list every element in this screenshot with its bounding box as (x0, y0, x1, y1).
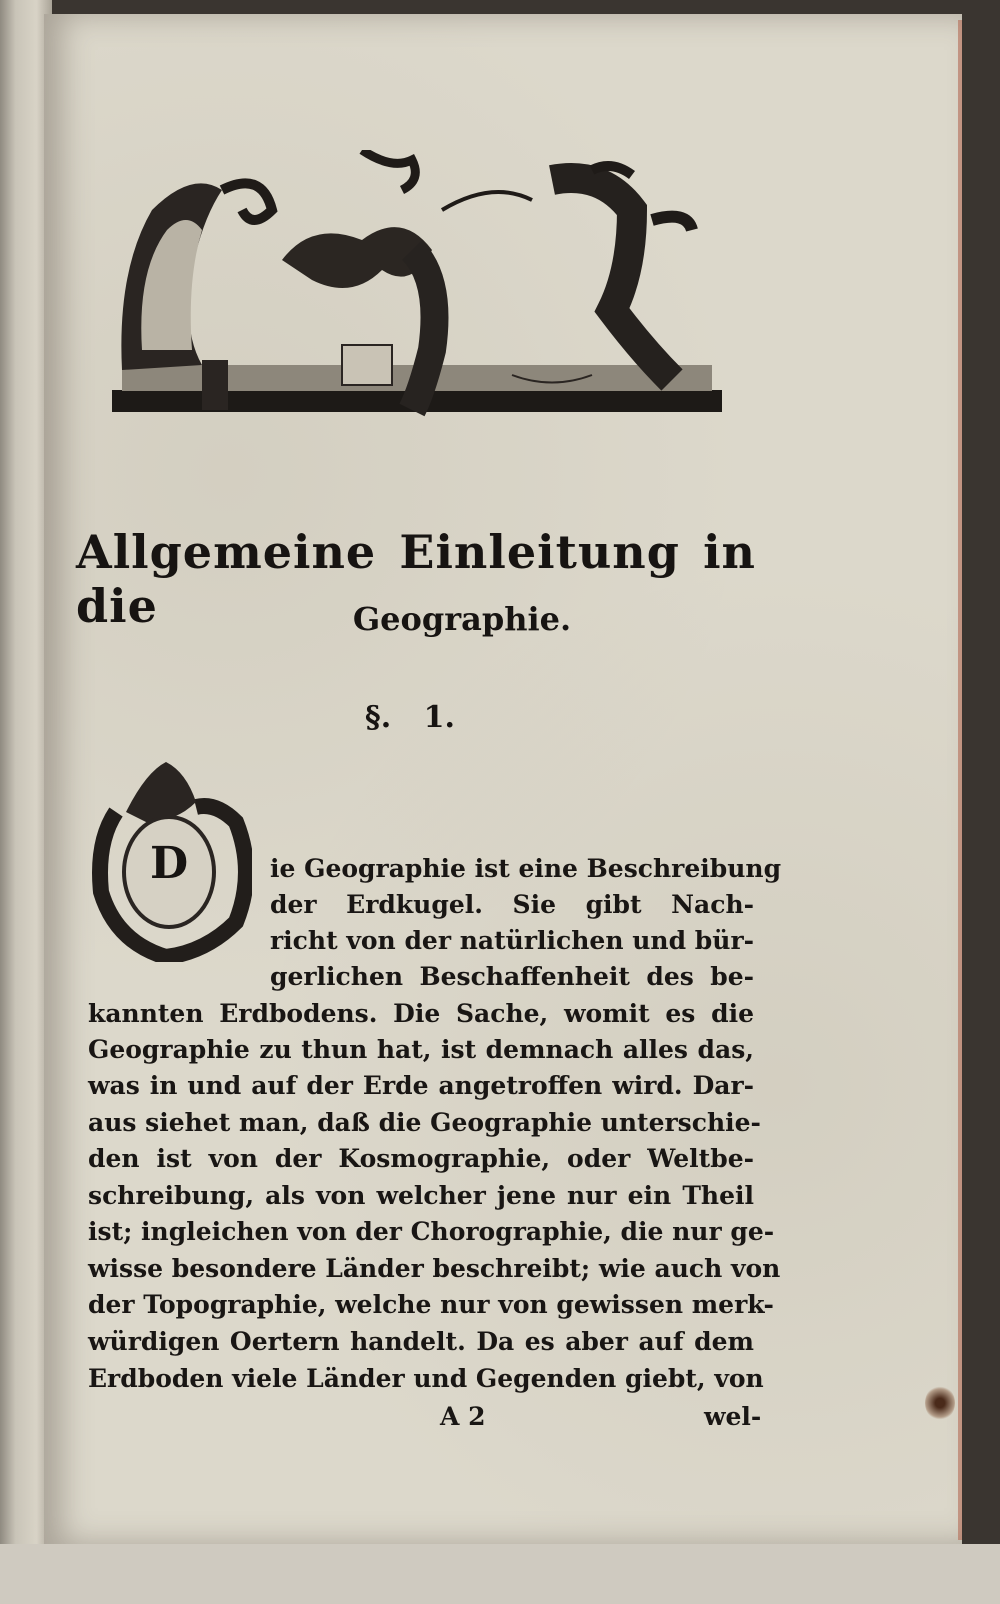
page-edge (958, 20, 962, 1540)
text-line: Geographie zu thun hat, ist demnach alles das, (88, 1035, 754, 1064)
drop-cap-letter: D (150, 838, 189, 889)
text-line: würdigen Oertern handelt. Da es aber auf dem (88, 1327, 754, 1356)
text-line: richt von der natürlichen und bür- (270, 926, 754, 955)
ink-stain (925, 1385, 955, 1421)
text-line: ie Geographie ist eine Beschreibung (270, 854, 782, 883)
background-surface (0, 1544, 1000, 1604)
text-line: der Erdkugel. Sie gibt Nach- (270, 890, 754, 919)
text-line: Erdboden viele Länder und Gegenden giebt, von (88, 1364, 764, 1393)
text-line: gerlichen Beschaffenheit des be- (270, 962, 754, 991)
chapter-title: Allgemeine Einleitung in die (76, 525, 756, 633)
text-line: kannten Erdbodens. Die Sache, womit es die (88, 999, 754, 1028)
catchword: wel- (704, 1402, 762, 1431)
text-line: aus siehet man, daß die Geographie unterschie- (88, 1108, 761, 1137)
text-line: den ist von der Kosmographie, oder Weltbe- (88, 1144, 754, 1173)
text-line: schreibung, als von welcher jene nur ein Theil (88, 1181, 754, 1210)
text-line: wisse besondere Länder beschreibt; wie auch von (88, 1254, 781, 1283)
section-number: §. 1. (365, 700, 455, 735)
text-line: ist; ingleichen von der Chorographie, die nur ge- (88, 1217, 775, 1246)
text-line: was in und auf der Erde angetroffen wird. Dar- (88, 1071, 754, 1100)
chapter-subtitle-row (0, 600, 1000, 638)
headpiece-ornament (112, 150, 722, 418)
signature-mark: A 2 (440, 1402, 486, 1431)
chapter-subtitle: Geographie. (352, 600, 572, 638)
text-line: der Topographie, welche nur von gewissen merk- (88, 1290, 774, 1319)
